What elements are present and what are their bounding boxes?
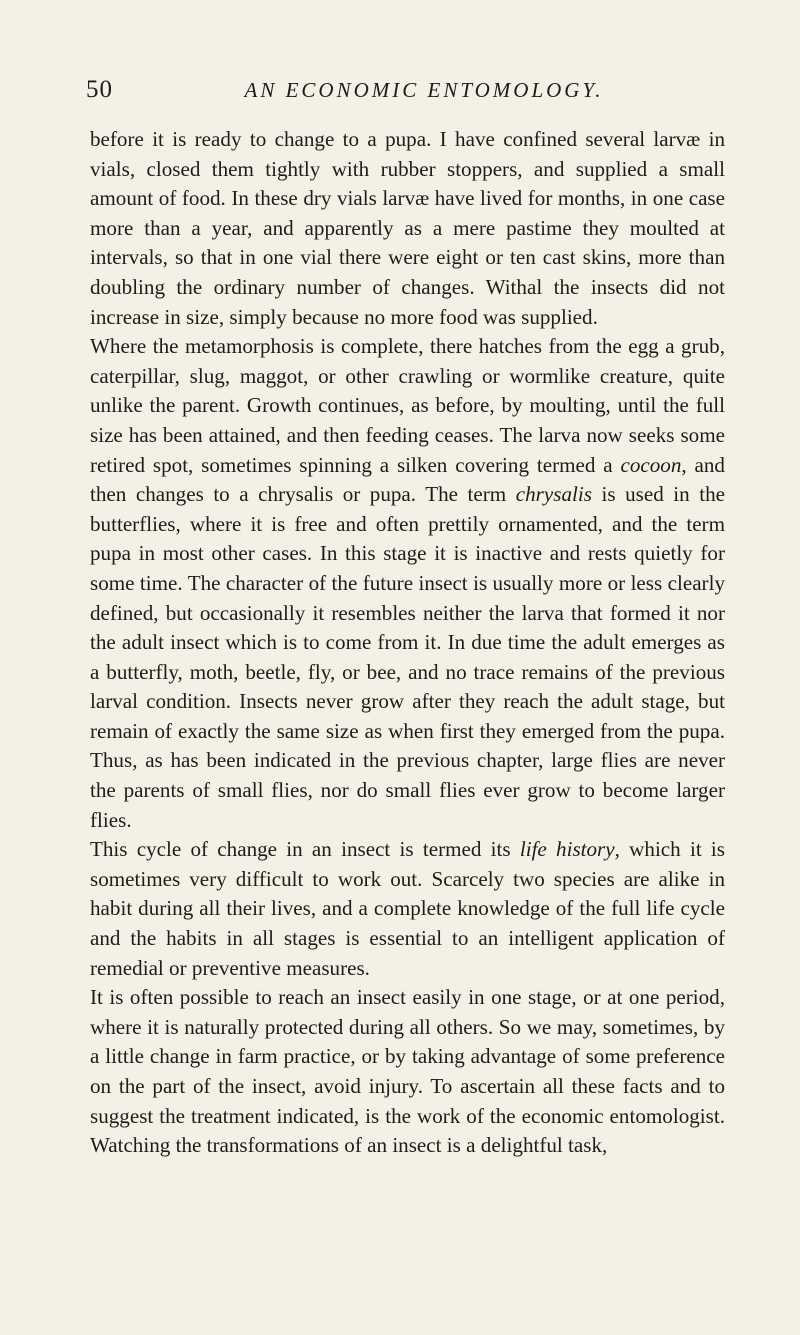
text-span: Where the metamorphosis is complete, there hatches from the egg a grub, caterpillar, slug, maggot, or other crawling or wormlike creature, quite unlike the parent. Growth continues, as before, by moulting, until the full size has been attained, and then feeding ceases. The larva now seeks some retired spot, sometimes spinning a silken covering termed a (90, 334, 725, 477)
body-text (90, 125, 725, 1161)
paragraph-2 (90, 332, 725, 835)
text-span: , and then changes to a chrysalis or pupa. The term (90, 452, 725, 507)
paragraph-1 (90, 125, 725, 332)
text-span: is used in the butterflies, where it is free and often prettily ornamented, and the term pupa in most other cases. In this stage it is inactive and rests quietly for some time. The character of the future insect is usually more or less clearly defined, but occasionally it resembles neither the larva that formed it nor the adult insect which is to come from it. In due time the adult emerges as a butterfly, moth, beetle, fly, or bee, and no trace remains of the previous larval condition. Insects never grow after they reach the adult stage, but remain of exactly the same size as when first they emerged from the pupa. Thus, as has been indicated in the previous chapter, large flies are never the parents of small flies, nor do small flies ever grow to become larger flies. (90, 482, 725, 832)
running-head: AN ECONOMIC ENTOMOLOGY. (244, 78, 604, 102)
text-span: It is often possible to reach an insect easily in one stage, or at one period, where it is naturally protected during all others. So we may, sometimes, by a little change in farm practice, or by taking advantage of some preference on the part of the insect, avoid injury. To ascertain all these facts and to suggest the treatment indicated, is the work of the economic entomologist. Watching the transformations of an insect is a delightful task, (90, 985, 725, 1158)
page-number: 50 (86, 76, 113, 103)
text-span: , which it is sometimes very difficult to work out. Scarcely two species are alike in habit during all their lives, and a complete knowledge of the full life cycle and the habits in all stages is essential to an intelligent application of remedial or preventive measures. (90, 837, 725, 980)
term-life-history: life history (519, 837, 615, 862)
page-header (86, 76, 714, 112)
term-chrysalis: chrysalis (515, 482, 592, 507)
term-cocoon: cocoon (620, 452, 682, 477)
text-span: before it is ready to change to a pupa. I have confined several larvæ in vials, closed them tightly with rubber stoppers, and supplied a small amount of food. In these dry vials larvæ have lived for months, in one case more than a year, and apparently as a mere pastime they moulted at intervals, so that in one vial there were eight or ten cast skins, more than doubling the ordinary number of changes. Withal the insects did not increase in size, simply because no more food was supplied. (90, 127, 725, 329)
paragraph-4 (90, 983, 725, 1161)
paragraph-3 (90, 835, 725, 983)
text-span: This cycle of change in an insect is termed its (90, 837, 520, 862)
